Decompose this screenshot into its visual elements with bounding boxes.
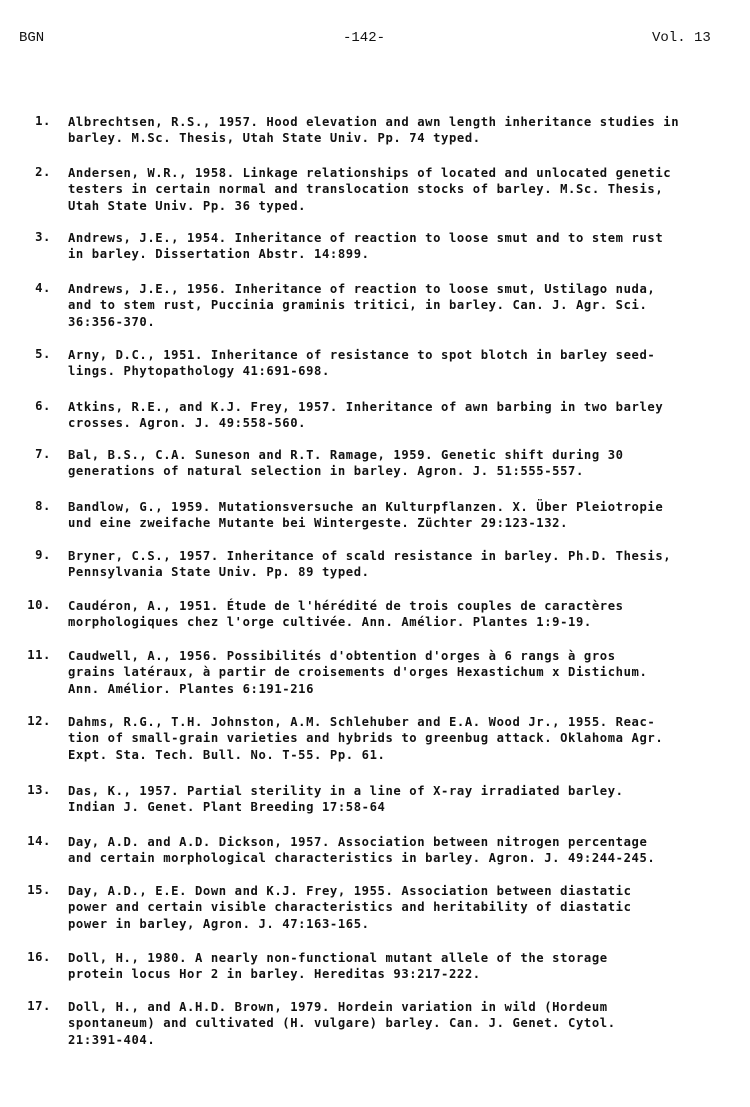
reference-text: Doll, H., 1980. A nearly non-functional mutant allele of the storage protein locus Hor 2 in barley. Hereditas 93:217-222. [68,951,608,982]
reference-number: 5. [35,347,51,361]
reference-text: Atkins, R.E., and K.J. Frey, 1957. Inheritance of awn barbing in two barley crosses. Agron. J. 49:558-560. [68,400,664,431]
page-number: -142- [343,30,386,46]
reference-text: Dahms, R.G., T.H. Johnston, A.M. Schlehuber and E.A. Wood Jr., 1955. Reac- tion of small-grain varieties and hybrids to greenbug attack. Oklahoma Agr. Expt. Sta. Tech. Bull. No. T-55. Pp. 61. [68,715,664,762]
reference-number: 3. [35,230,51,244]
reference-number: 4. [35,281,51,295]
reference-text: Bal, B.S., C.A. Suneson and R.T. Ramage, 1959. Genetic shift during 30 generations of natural selection in barley. Agron. J. 51:555-557. [68,448,624,479]
reference-number: 13. [27,783,51,797]
reference-text: Day, A.D., E.E. Down and K.J. Frey, 1955. Association between diastatic power and certain visible characteristics and heritability of diastatic power in barley, Agron. J. 47:163-165. [68,884,632,931]
reference-number: 7. [35,447,51,461]
reference-number: 9. [35,548,51,562]
reference-number: 12. [27,714,51,728]
reference-number: 8. [35,499,51,513]
journal-abbrev: BGN [19,30,45,46]
reference-text: Bryner, C.S., 1957. Inheritance of scald resistance in barley. Ph.D. Thesis, Pennsylvania State Univ. Pp. 89 typed. [68,549,672,580]
reference-text: Andrews, J.E., 1954. Inheritance of reaction to loose smut and to stem rust in barley. Dissertation Abstr. 14:899. [68,231,664,262]
reference-text: Das, K., 1957. Partial sterility in a line of X-ray irradiated barley. Indian J. Genet. Plant Breeding 17:58-64 [68,784,624,815]
reference-text: Arny, D.C., 1951. Inheritance of resistance to spot blotch in barley seed- lings. Phytopathology 41:691-698. [68,348,656,379]
reference-number: 2. [35,165,51,179]
reference-text: Bandlow, G., 1959. Mutationsversuche an Kulturpflanzen. X. Über Pleiotropie und eine zweifache Mutante bei Wintergeste. Züchter 29:123-132. [68,500,664,531]
reference-number: 15. [27,883,51,897]
reference-number: 11. [27,648,51,662]
reference-text: Andersen, W.R., 1958. Linkage relationships of located and unlocated genetic testers in certain normal and translocation stocks of barley. M.Sc. Thesis, Utah State Univ. Pp. 36 typed. [68,166,672,213]
volume-label: Vol. 13 [652,30,711,46]
reference-number: 10. [27,598,51,612]
reference-text: Caudwell, A., 1956. Possibilités d'obtention d'orges à 6 rangs à gros grains latéraux, à partir de croisements d'orges Hexastichum x Distichum. Ann. Amélior. Plantes 6:191-216 [68,649,648,696]
reference-text: Albrechtsen, R.S., 1957. Hood elevation and awn length inheritance studies in barley. M.Sc. Thesis, Utah State Univ. Pp. 74 typed. [68,115,680,146]
reference-text: Andrews, J.E., 1956. Inheritance of reaction to loose smut, Ustilago nuda, and to stem rust, Puccinia graminis tritici, in barley. Can. J. Agr. Sci. 36:356-370. [68,282,656,329]
reference-text: Caudéron, A., 1951. Étude de l'hérédité de trois couples de caractères morphologiques chez l'orge cultivée. Ann. Amélior. Plantes 1:9-19. [68,599,624,630]
reference-number: 16. [27,950,51,964]
reference-number: 17. [27,999,51,1013]
reference-number: 14. [27,834,51,848]
reference-number: 6. [35,399,51,413]
reference-number: 1. [35,114,51,128]
reference-text: Doll, H., and A.H.D. Brown, 1979. Hordein variation in wild (Hordeum spontaneum) and cultivated (H. vulgare) barley. Can. J. Genet. Cytol. 21:391-404. [68,1000,616,1047]
reference-text: Day, A.D. and A.D. Dickson, 1957. Association between nitrogen percentage and certain morphological characteristics in barley. Agron. J. 49:244-245. [68,835,656,866]
